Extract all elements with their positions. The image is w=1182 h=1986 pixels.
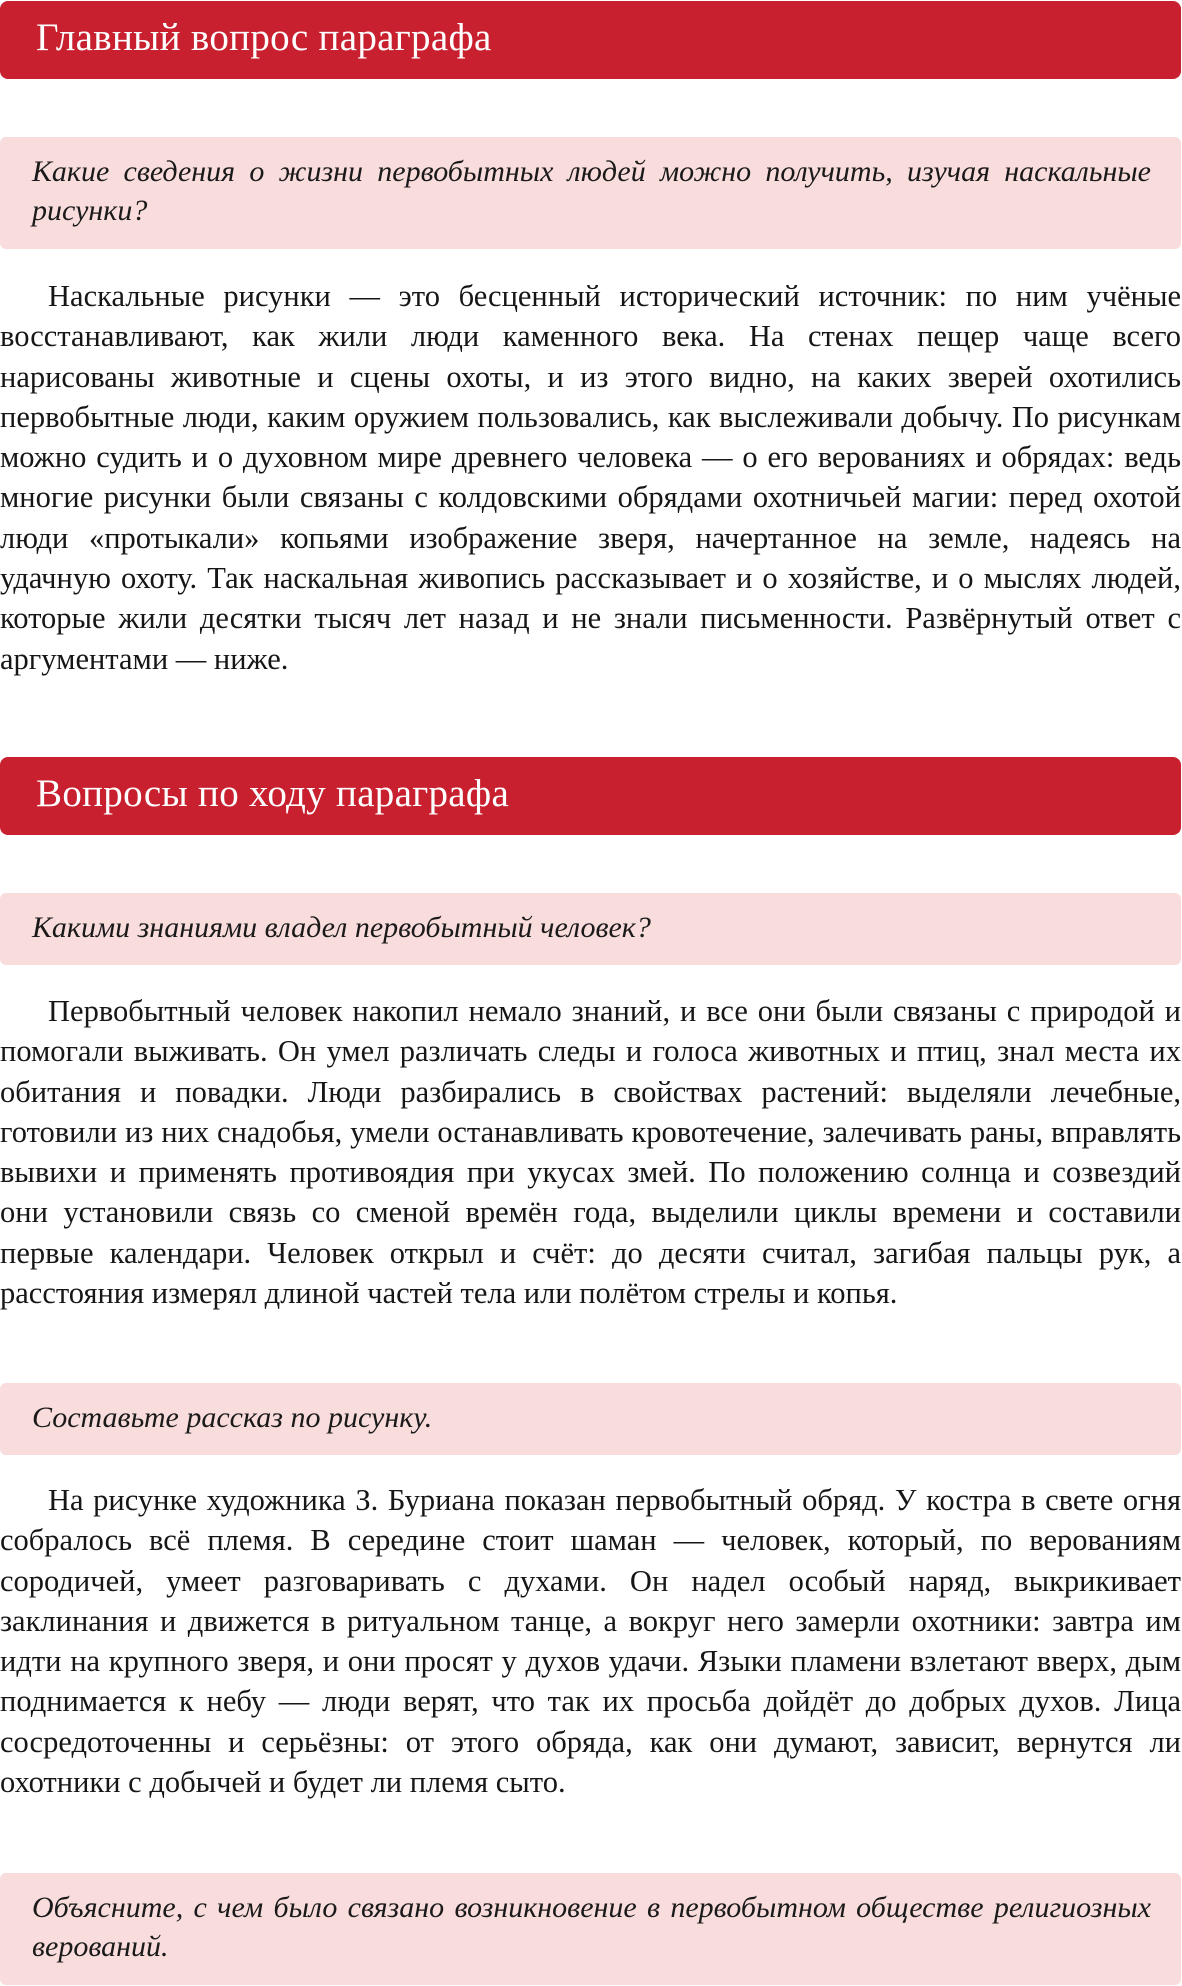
section-title-paragraph-questions: Вопросы по ходу параграфа xyxy=(0,757,1181,835)
answer-paragraph: На рисунке художника З. Буриана показан первобытный обряд. У костра в свете огня собралось всё племя. В середине стоит шаман — человек, который, по верованиям сородичей, умеет разговаривать с духами. Он надел особый наряд, выкрикивает заклинания и движется в ритуальном танце, а вокруг него замерли охотники: завтра им идти на крупного зверя, и они просят у духов удачи. Языки пламени взлетают вверх, дым поднимается к небу — люди верят, что так их просьба дойдёт до добрых духов. Лица сосредоточенны и серьёзны: от этого обряда, как они думают, зависит, вернутся ли охотники с добычей и будет ли племя сыто. xyxy=(0,1483,1181,1800)
question-box: Составьте рассказ по рисунку. xyxy=(0,1383,1181,1455)
question-box: Какие сведения о жизни первобытных людей можно получить, изучая наскальные рисунки? xyxy=(0,137,1181,249)
section-title-main-question: Главный вопрос параграфа xyxy=(0,1,1181,79)
question-box: Какими знаниями владел первобытный человек? xyxy=(0,893,1181,965)
question-box: Объясните, с чем было связано возникновение в первобытном обществе религиозных верований. xyxy=(0,1873,1181,1985)
answer-paragraph: Первобытный человек накопил немало знаний, и все они были связаны с природой и помогали выживать. Он умел различать следы и голоса животных и птиц, знал места их обитания и повадки. Люди разбирались в свойствах растений: выделяли лечебные, готовили из них снадобья, умели останавливать кровотечение, залечивать раны, вправлять вывихи и применять противоядия при укусах змей. По положению солнца и созвездий они установили связь со сменой времён года, выделили циклы времени и составили первые календари. Человек открыл и счёт: до десяти считал, загибая пальцы рук, а расстояния измерял длиной частей тела или полётом стрелы и копья. xyxy=(0,994,1181,1311)
answer-paragraph: Наскальные рисунки — это бесценный исторический источник: по ним учёные восстанавливают, как жили люди каменного века. На стенах пещер чаще всего нарисованы животные и сцены охоты, и из этого видно, на каких зверей охотились первобытные люди, каким оружием пользовались, как выслеживали добычу. По рисункам можно судить и о духовном мире древнего человека — о его верованиях и обрядах: ведь многие рисунки были связаны с колдовскими обрядами охотничьей магии: перед охотой люди «протыкали» копьями изображение зверя, начертанное на земле, надеясь на удачную охоту. Так наскальная живопись рассказывает и о хозяйстве, и о мыслях людей, которые жили десятки тысяч лет назад и не знали письменности. Развёрнутый ответ с аргументами — ниже. xyxy=(0,279,1181,676)
